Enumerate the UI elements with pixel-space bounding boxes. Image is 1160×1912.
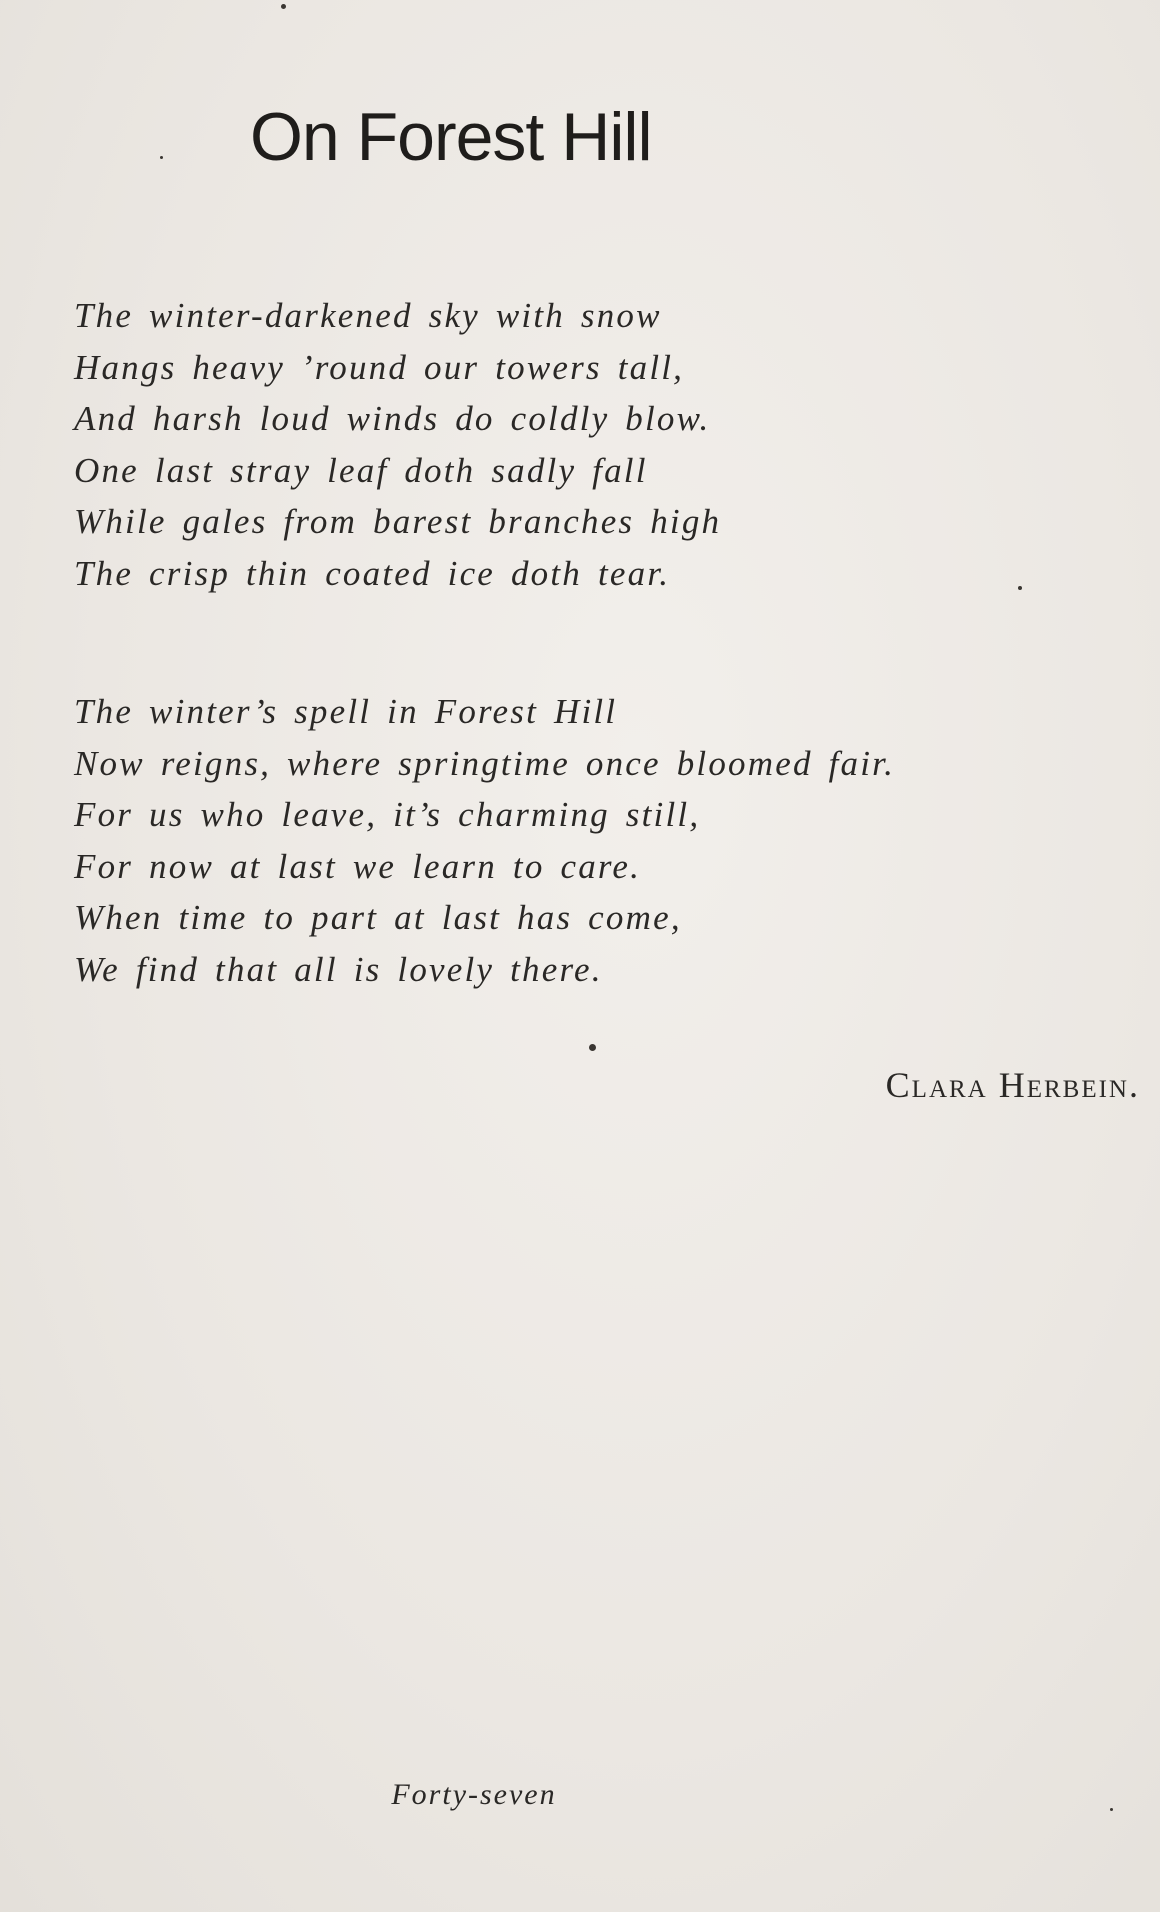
poem-line: One last stray leaf doth sadly fall <box>74 450 648 490</box>
poem-line: When time to part at last has come, <box>74 898 682 937</box>
page-number: Forty-seven <box>391 1778 557 1811</box>
author-signature: Clara Herbein. <box>885 1065 1140 1105</box>
poem-line: For now at last we learn to care. <box>74 846 642 886</box>
paper-speck <box>160 156 163 159</box>
poem-line: While gales from barest branches high <box>74 502 722 541</box>
paper-speck <box>281 4 286 9</box>
poem-line: We find that all is lovely there. <box>74 949 603 989</box>
poem-title: On Forest Hill <box>250 99 652 175</box>
poem-line: Hangs heavy ’round our towers tall, <box>74 347 685 387</box>
stanza-1 <box>74 290 721 599</box>
poem-line: And harsh loud winds do coldly blow. <box>74 399 711 438</box>
poem-line: The winter’s spell in Forest Hill <box>74 692 618 731</box>
paper-speck <box>1110 1808 1113 1811</box>
poem-line: Now reigns, where springtime once bloomed fair. <box>74 743 896 783</box>
poem-line: The crisp thin coated ice doth tear. <box>74 553 671 593</box>
paper-speck <box>589 1044 596 1051</box>
paper-speck <box>1018 586 1022 590</box>
poem-line: For us who leave, it’s charming still, <box>74 795 701 834</box>
poem-line: The winter-darkened sky with snow <box>74 296 662 335</box>
stanza-2 <box>74 686 895 995</box>
